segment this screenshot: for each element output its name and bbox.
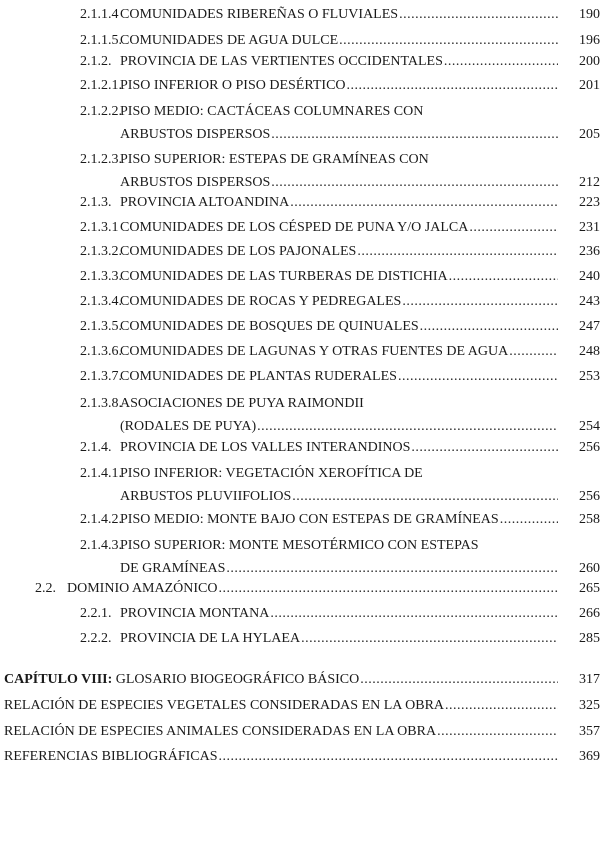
toc-entry-line <box>120 53 560 71</box>
dot-leader <box>290 194 558 212</box>
toc-entry-line <box>120 605 560 623</box>
toc-entry-number: 2.1.4.1. <box>80 466 122 481</box>
toc-entry-title: PISO SUPERIOR: MONTE MESOTÉRMICO CON ESTEPAS <box>120 538 479 553</box>
toc-entry-page-number: 325 <box>579 698 600 713</box>
toc-entry-number: 2.1.3.2. <box>80 244 122 259</box>
toc-entry-title: COMUNIDADES DE PLANTAS RUDERALES <box>120 369 397 384</box>
toc-entry-page-number: 240 <box>579 269 600 284</box>
toc-entry-title: COMUNIDADES DE LAS TURBERAS DE DISTICHIA <box>120 269 448 284</box>
toc-entry-number: 2.1.3.1 <box>80 220 119 235</box>
toc-entry-title: PISO MEDIO: MONTE BAJO CON ESTEPAS DE GRAMÍNEAS <box>120 512 499 527</box>
toc-entry-line <box>120 293 560 311</box>
toc-entry-page-number: 196 <box>579 33 600 48</box>
toc-entry-title: PROVINCIA DE LAS VERTIENTES OCCIDENTALES <box>120 54 443 69</box>
toc-entry-title: COMUNIDADES DE LAGUNAS Y OTRAS FUENTES DE AGUA <box>120 344 509 359</box>
toc-entry-line <box>4 671 560 689</box>
toc-entry-line <box>120 32 560 50</box>
toc-entry-page-number: 231 <box>579 220 600 235</box>
toc-entry-page-number: 205 <box>579 127 600 142</box>
toc-entry-number: 2.1.2.1. <box>80 78 122 93</box>
toc-entry-line <box>120 174 560 192</box>
toc-entry-number: 2.1.4.2. <box>80 512 122 527</box>
chapter-label: CAPÍTULO VIII: <box>4 672 113 687</box>
toc-entry-title: COMUNIDADES RIBEREÑAS O FLUVIALES <box>120 7 399 22</box>
toc-entry-line <box>120 343 560 361</box>
toc-entry-line <box>4 748 560 766</box>
toc-entry-line <box>120 439 560 457</box>
toc-entry-number: 2.1.3.4. <box>80 294 122 309</box>
toc-entry-number: 2.1.3.6. <box>80 344 122 359</box>
toc-entry-page-number: 201 <box>579 78 600 93</box>
dot-leader <box>271 126 558 144</box>
dot-leader <box>402 293 558 311</box>
toc-entry-line <box>120 151 429 169</box>
toc-entry-title: PISO INFERIOR O PISO DESÉRTICO <box>120 78 346 93</box>
toc-entry-line <box>120 126 560 144</box>
toc-entry-title: COMUNIDADES DE ROCAS Y PEDREGALES <box>120 294 402 309</box>
toc-entry-title: COMUNIDADES DE LOS CÉSPED DE PUNA Y/O JALCA <box>120 220 469 235</box>
toc-entry-page-number: 256 <box>579 489 600 504</box>
toc-entry-page-number: 265 <box>579 581 600 596</box>
toc-entry-line <box>120 77 560 95</box>
dot-leader <box>257 418 558 436</box>
toc-entry-page-number: 248 <box>579 344 600 359</box>
toc-entry-line <box>120 194 560 212</box>
toc-entry-title: COMUNIDADES DE AGUA DULCE <box>120 33 339 48</box>
toc-entry-title: ARBUSTOS PLUVIIFOLIOS <box>120 489 292 504</box>
dot-leader <box>292 488 558 506</box>
toc-entry-page-number: 247 <box>579 319 600 334</box>
toc-entry-page-number: 212 <box>579 175 600 190</box>
dot-leader <box>270 605 558 623</box>
toc-entry-number: 2.1.3.7. <box>80 369 122 384</box>
toc-entry-line <box>120 418 560 436</box>
dot-leader <box>420 318 558 336</box>
dot-leader <box>347 77 558 95</box>
dot-leader <box>339 32 558 50</box>
toc-entry-title: ASOCIACIONES DE PUYA RAIMONDII <box>120 396 364 411</box>
dot-leader <box>398 368 558 386</box>
toc-entry-line <box>4 723 560 741</box>
toc-entry-line <box>120 368 560 386</box>
dot-leader <box>399 6 558 24</box>
toc-entry-page-number: 223 <box>579 195 600 210</box>
toc-entry-line <box>120 268 560 286</box>
toc-entry-line <box>67 580 560 598</box>
toc-entry-title: PROVINCIA MONTANA <box>120 606 270 621</box>
toc-entry-line <box>120 219 560 237</box>
toc-entry-number: 2.1.3.3. <box>80 269 122 284</box>
toc-entry-page-number: 256 <box>579 440 600 455</box>
toc-entry-line <box>120 511 560 529</box>
toc-entry-number: 2.1.4.3. <box>80 538 122 553</box>
toc-entry-number: 2.1.3.8. <box>80 396 122 411</box>
toc-entry-page-number: 357 <box>579 724 600 739</box>
toc-entry-number: 2.1.1.4 <box>80 7 119 22</box>
toc-entry-title: PISO INFERIOR: VEGETACIÓN XEROFÍTICA DE <box>120 466 423 481</box>
toc-entry-line <box>120 243 560 261</box>
toc-entry-title: DE GRAMÍNEAS <box>120 561 226 576</box>
toc-entry-title: DOMINIO AMAZÓNICO <box>67 581 218 596</box>
toc-entry-page-number: 285 <box>579 631 600 646</box>
toc-entry-page-number: 258 <box>579 512 600 527</box>
dot-leader <box>411 439 558 457</box>
toc-entry-page-number: 236 <box>579 244 600 259</box>
toc-entry-title: PROVINCIA DE LOS VALLES INTERANDINOS <box>120 440 411 455</box>
toc-entry-title: PISO SUPERIOR: ESTEPAS DE GRAMÍNEAS CON <box>120 152 429 167</box>
toc-entry-line <box>120 560 560 578</box>
toc-entry-number: 2.1.3.5. <box>80 319 122 334</box>
toc-entry-page-number: 190 <box>579 7 600 22</box>
toc-entry-line <box>120 6 560 24</box>
toc-entry-line <box>120 465 423 483</box>
toc-entry-page-number: 266 <box>579 606 600 621</box>
dot-leader <box>226 560 558 578</box>
dot-leader <box>444 53 558 71</box>
dot-leader <box>360 671 558 689</box>
toc-entry-line <box>120 630 560 648</box>
toc-entry-title: ARBUSTOS DISPERSOS <box>120 127 271 142</box>
dot-leader <box>301 630 558 648</box>
toc-entry-page-number: 260 <box>579 561 600 576</box>
dot-leader <box>219 748 558 766</box>
toc-entry-number: 2.2. <box>35 581 56 596</box>
toc-entry-page-number: 243 <box>579 294 600 309</box>
toc-entry-title: RELACIÓN DE ESPECIES ANIMALES CONSIDERADAS EN LA OBRA <box>4 724 437 739</box>
toc-entry-page-number: 253 <box>579 369 600 384</box>
toc-entry-title: PISO MEDIO: CACTÁCEAS COLUMNARES CON <box>120 104 424 119</box>
dot-leader <box>469 219 558 237</box>
toc-entry-title: COMUNIDADES DE BOSQUES DE QUINUALES <box>120 319 419 334</box>
dot-leader <box>445 697 558 715</box>
toc-entry-page-number: 369 <box>579 749 600 764</box>
toc-entry-title: COMUNIDADES DE LOS PAJONALES <box>120 244 357 259</box>
toc-entry-page-number: 317 <box>579 672 600 687</box>
toc-entry-number: 2.1.2. <box>80 54 112 69</box>
toc-entry-page-number: 200 <box>579 54 600 69</box>
toc-entry-title: PROVINCIA ALTOANDINA <box>120 195 290 210</box>
dot-leader <box>271 174 558 192</box>
toc-entry-title: RELACIÓN DE ESPECIES VEGETALES CONSIDERADAS EN LA OBRA <box>4 698 445 713</box>
toc-entry-number: 2.2.1. <box>80 606 112 621</box>
toc-entry-line <box>120 488 560 506</box>
toc-entry-line <box>120 537 478 555</box>
toc-entry-number: 2.1.3. <box>80 195 112 210</box>
toc-entry-line <box>4 697 560 715</box>
toc-entry-page-number: 254 <box>579 419 600 434</box>
toc-entry-title: PROVINCIA DE LA HYLAEA <box>120 631 301 646</box>
toc-entry-line <box>120 103 423 121</box>
dot-leader <box>500 511 558 529</box>
toc-entry-title: (RODALES DE PUYA) <box>120 419 257 434</box>
toc-entry-number: 2.1.2.2. <box>80 104 122 119</box>
toc-entry-number: 2.1.1.5. <box>80 33 122 48</box>
toc-entry-number: 2.1.4. <box>80 440 112 455</box>
dot-leader <box>449 268 558 286</box>
toc-entry-line <box>120 318 560 336</box>
toc-entry-line <box>120 395 364 413</box>
toc-entry-title: GLOSARIO BIOGEOGRÁFICO BÁSICO <box>112 672 360 687</box>
dot-leader <box>509 343 558 361</box>
toc-entry-number: 2.2.2. <box>80 631 112 646</box>
dot-leader <box>357 243 558 261</box>
toc-entry-number: 2.1.2.3. <box>80 152 122 167</box>
toc-entry-title: ARBUSTOS DISPERSOS <box>120 175 271 190</box>
dot-leader <box>219 580 559 598</box>
toc-entry-title: REFERENCIAS BIBLIOGRÁFICAS <box>4 749 218 764</box>
dot-leader <box>437 723 558 741</box>
